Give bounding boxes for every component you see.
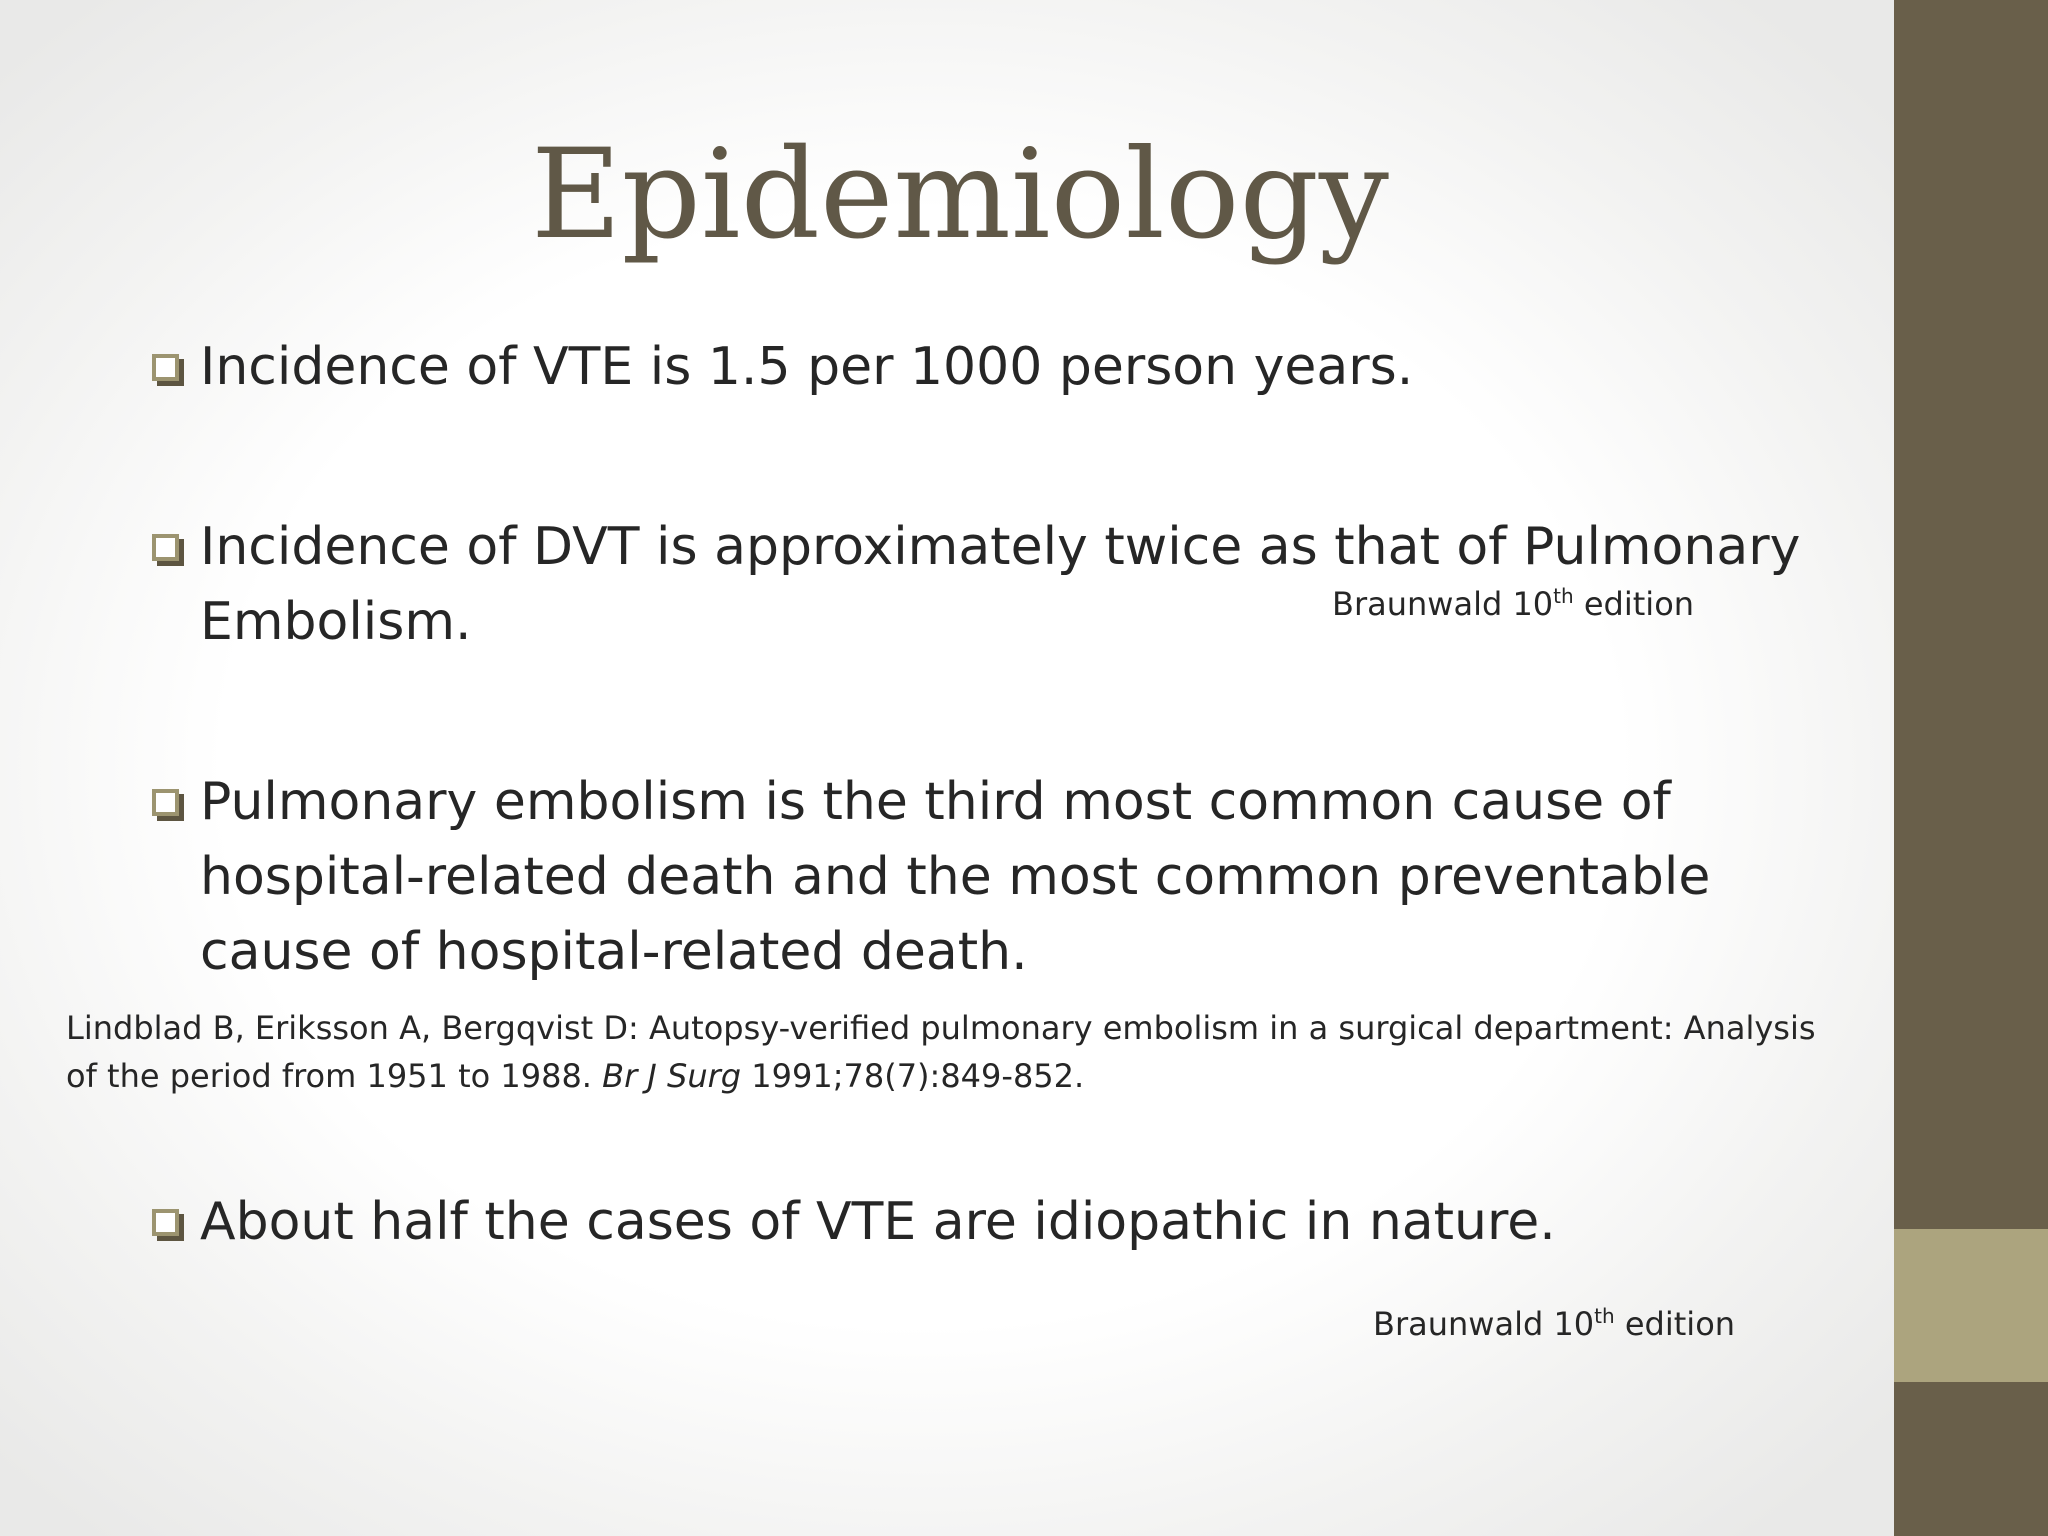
checkbox-square-icon xyxy=(152,1209,179,1236)
citation-lindblad xyxy=(66,1004,1896,1100)
citation-braunwald-2 xyxy=(1373,1302,1735,1346)
bullet-item-vte-idiopathic xyxy=(152,1185,1852,1260)
citation-prefix: Braunwald 10 xyxy=(1332,585,1554,623)
decorative-side-accent xyxy=(1894,1229,2048,1382)
bullet-item-vte-incidence xyxy=(152,330,1852,405)
reference-line-2-suffix: 1991;78(7):849-852. xyxy=(741,1057,1085,1095)
citation-suffix: edition xyxy=(1573,585,1695,623)
bullet-text: About half the cases of VTE are idiopathic in nature. xyxy=(200,1192,1556,1252)
slide-title: Epidemiology xyxy=(531,123,1389,267)
citation-braunwald-1 xyxy=(1332,582,1694,626)
checkbox-square-icon xyxy=(152,354,179,381)
citation-superscript: th xyxy=(1553,584,1574,608)
reference-line-2-prefix: of the period from 1951 to 1988. xyxy=(66,1057,603,1095)
bullet-text: Incidence of DVT is approximately twice as that of Pulmonary Embolism. xyxy=(200,517,1801,652)
bullet-item-pe-cause-of-death xyxy=(152,765,1852,990)
reference-line-1: Lindblad B, Eriksson A, Bergqvist D: Autopsy-verified pulmonary embolism in a surgical department: Analysis xyxy=(66,1009,1816,1047)
checkbox-square-icon xyxy=(152,534,179,561)
checkbox-square-icon xyxy=(152,789,179,816)
bullet-text: Incidence of VTE is 1.5 per 1000 person years. xyxy=(200,337,1414,397)
citation-superscript: th xyxy=(1594,1304,1615,1328)
reference-line-2 xyxy=(66,1052,1896,1100)
citation-prefix: Braunwald 10 xyxy=(1373,1305,1595,1343)
citation-suffix: edition xyxy=(1614,1305,1736,1343)
reference-journal: Br J Surg xyxy=(602,1057,742,1095)
bullet-text: Pulmonary embolism is the third most common cause of hospital-related death and the most common preventable cause of hospital-related death. xyxy=(200,772,1711,982)
